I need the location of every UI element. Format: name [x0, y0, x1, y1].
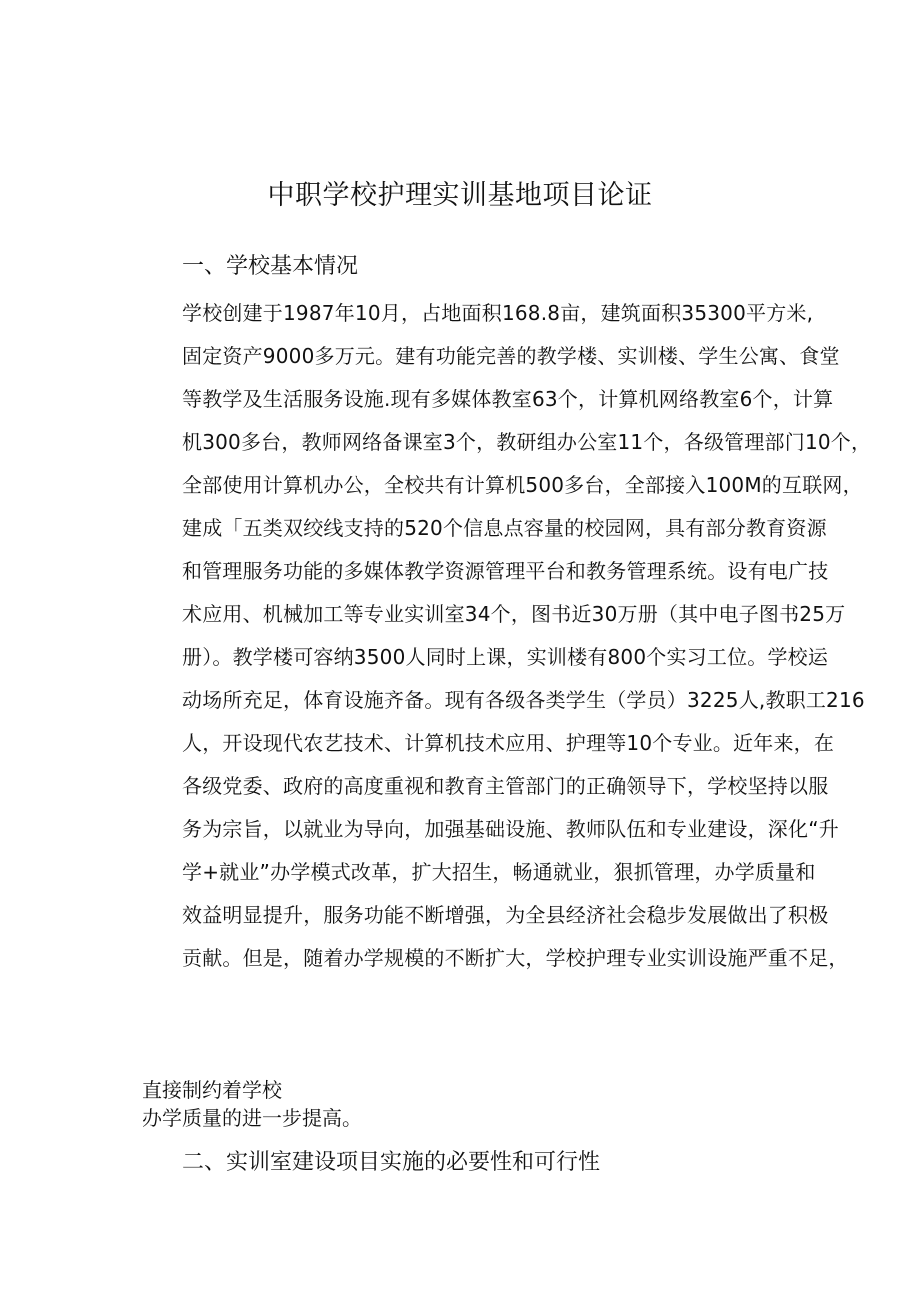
paragraph-line: 机300多台，教师网络备课室3个，教研组办公室11个，各级管理部门10个，: [182, 430, 872, 454]
paragraph-line: 各级党委、政府的高度重视和教育主管部门的正确领导下，学校坚持以服: [182, 774, 829, 798]
section-heading-basic-info: 一、学校基本情况: [182, 254, 359, 279]
paragraph-line: 动场所充足，体育设施齐备。现有各级各类学生（学员）3225人,教职工216: [182, 688, 865, 712]
paragraph-basic-info: [142, 292, 872, 980]
paragraph-line: 学校创建于1987年10月，占地面积168.8亩，建筑面积35300平方米,: [182, 301, 814, 325]
document-title: 中职学校护理实训基地项目论证: [267, 180, 653, 211]
section-heading-necessity-feasibility: 二、实训室建设项目实施的必要性和可行性: [182, 1150, 601, 1175]
paragraph-line: 全部使用计算机办公，全校共有计算机500多台，全部接入100M的互联网，: [182, 473, 863, 497]
paragraph-line: 务为宗旨，以就业为导向，加强基础设施、教师队伍和专业建设，深化“升: [182, 817, 839, 841]
paragraph-line: 等教学及生活服务设施.现有多媒体教室63个，计算机网络教室6个，计算: [182, 387, 834, 411]
paragraph-line: 册）。教学楼可容纳3500人同时上课，实训楼有800个实习工位。学校运: [182, 645, 829, 669]
paragraph-line: 贡献。但是，随着办学规模的不断扩大，学校护理专业实训设施严重不足，: [182, 946, 849, 970]
paragraph-line: 固定资产9000多万元。建有功能完善的教学楼、实训楼、学生公寓、食堂: [182, 344, 840, 368]
paragraph-line: 人，开设现代农艺技术、计算机技术应用、护理等10个专业。近年来，在: [182, 731, 835, 755]
paragraph-line: 和管理服务功能的多媒体教学资源管理平台和教务管理系统。设有电广技: [182, 559, 829, 583]
paragraph-line: 术应用、机械加工等专业实训室34个，图书近30万册（其中电子图书25万: [182, 602, 846, 626]
paragraph-line: 效益明显提升，服务功能不断增强，为全县经济社会稳步发展做出了积极: [182, 903, 829, 927]
paragraph-tail-line: 直接制约着学校: [142, 1078, 282, 1102]
paragraph-line: 学+就业”办学模式改革，扩大招生，畅通就业，狠抓管理，办学质量和: [182, 860, 816, 884]
paragraph-line: 建成「五类双绞线支持的520个信息点容量的校园网，具有部分教育资源: [182, 516, 827, 540]
paragraph-tail-line: 办学质量的进一步提高。: [142, 1106, 362, 1130]
